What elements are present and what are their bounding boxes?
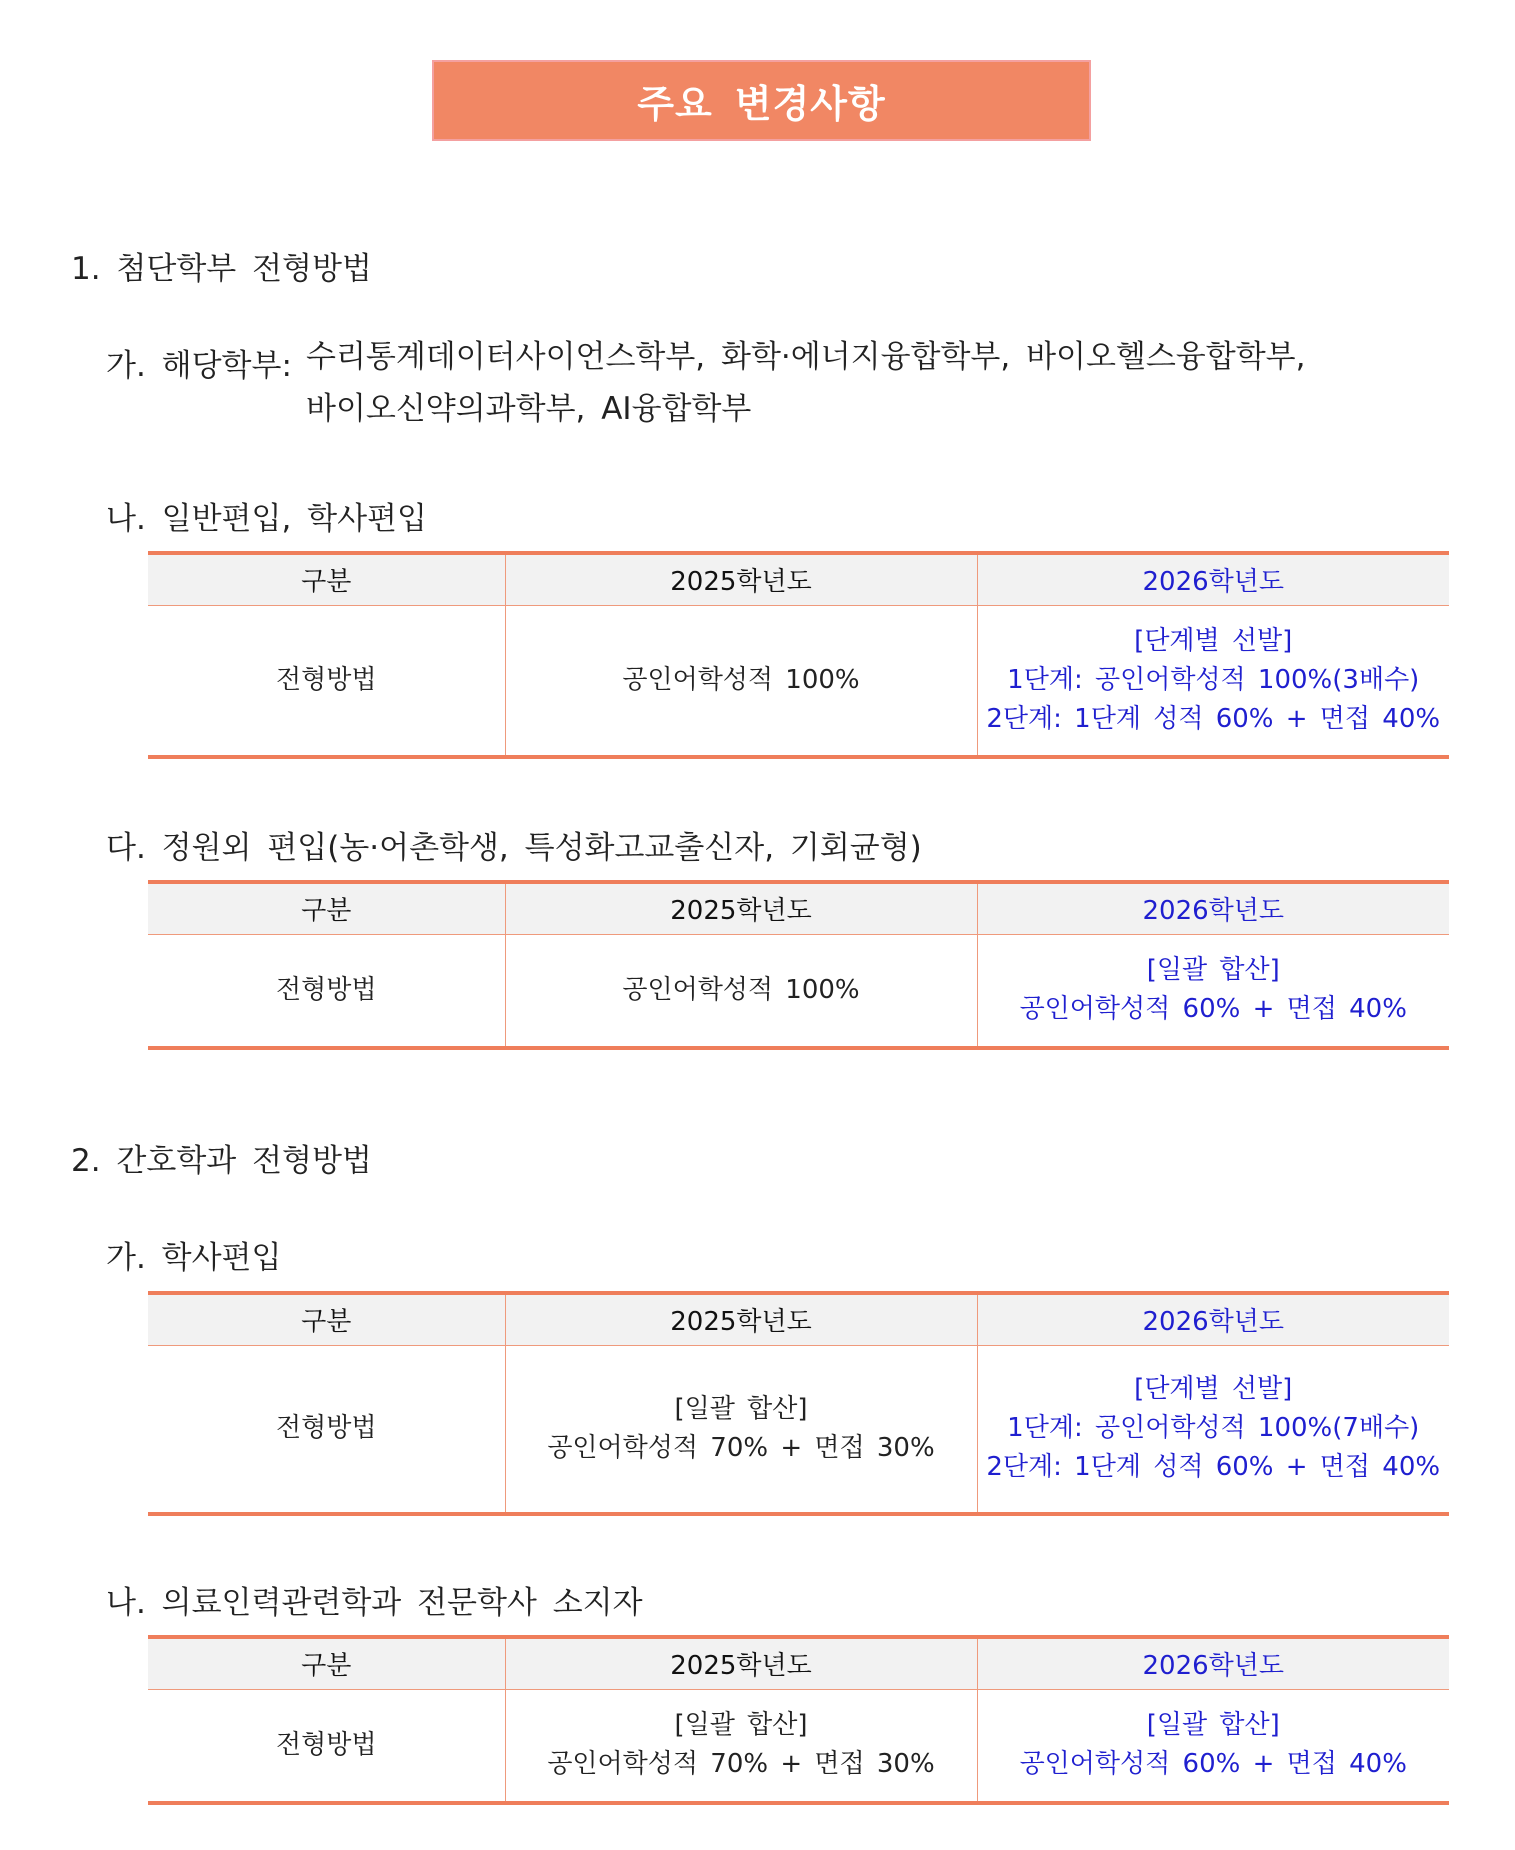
row-label: 전형방법: [148, 1689, 505, 1803]
page-title-banner: [432, 60, 1091, 141]
cell-2025-line: 공인어학성적 100%: [622, 974, 860, 1005]
cell-2025: [505, 1689, 977, 1803]
table-row: [148, 605, 1449, 757]
header-2025: 2025학년도: [505, 1637, 977, 1689]
comparison-table-1-na: [148, 551, 1449, 759]
section-1-heading: 1. 첨단학부 전형방법: [71, 251, 372, 287]
header-2026: 2026학년도: [977, 1637, 1449, 1689]
table-header-row: [148, 1293, 1449, 1345]
header-2026: 2026학년도: [977, 882, 1449, 934]
cell-2025-line: 공인어학성적 70% + 면접 30%: [547, 1749, 935, 1780]
cell-2025: [505, 605, 977, 757]
cell-2026-line: 2단계: 1단계 성적 60% + 면접 40%: [986, 1452, 1441, 1483]
table-header-row: [148, 1637, 1449, 1689]
header-category: 구분: [148, 553, 505, 605]
header-category: 구분: [148, 1637, 505, 1689]
table-row: [148, 1345, 1449, 1514]
section-2-ga-heading: 가. 학사편입: [106, 1240, 282, 1276]
section-1-ga-label: 가. 해당학부:: [106, 348, 292, 384]
row-label: 전형방법: [148, 1345, 505, 1514]
header-category: 구분: [148, 882, 505, 934]
cell-2025-line: 공인어학성적 70% + 면접 30%: [547, 1432, 935, 1463]
comparison-table-1-da: [148, 880, 1449, 1050]
section-2-na-heading: 나. 의료인력관련학과 전문학사 소지자: [106, 1585, 643, 1621]
cell-2026-line: 공인어학성적 60% + 면접 40%: [1019, 994, 1407, 1025]
cell-2026-line: [단계별 선발]: [1134, 625, 1293, 656]
cell-2026-line: [단계별 선발]: [1134, 1374, 1293, 1405]
cell-2026-line: 2단계: 1단계 성적 60% + 면접 40%: [986, 703, 1441, 734]
cell-2026-line: [일괄 합산]: [1146, 955, 1280, 986]
department-list-line-2: 바이오신약의과학부, AI융합학부: [306, 391, 752, 427]
cell-2026-line: 공인어학성적 60% + 면접 40%: [1019, 1749, 1407, 1780]
section-2-heading: 2. 간호학과 전형방법: [71, 1143, 372, 1179]
cell-2026-line: [일괄 합산]: [1146, 1710, 1280, 1741]
table-row: [148, 1689, 1449, 1803]
cell-2026: [977, 1689, 1449, 1803]
header-category: 구분: [148, 1293, 505, 1345]
table-header-row: [148, 553, 1449, 605]
cell-2026: [977, 605, 1449, 757]
header-2026: 2026학년도: [977, 1293, 1449, 1345]
cell-2025-line: [일괄 합산]: [674, 1710, 808, 1741]
section-1-na-heading: 나. 일반편입, 학사편입: [106, 501, 427, 537]
cell-2026: [977, 934, 1449, 1048]
cell-2025-line: [일괄 합산]: [674, 1393, 808, 1424]
section-1-da-heading: 다. 정원외 편입(농·어촌학생, 특성화고교출신자, 기회균형): [106, 830, 922, 866]
table-row: [148, 934, 1449, 1048]
row-label: 전형방법: [148, 934, 505, 1048]
header-2025: 2025학년도: [505, 553, 977, 605]
cell-2026-line: 1단계: 공인어학성적 100%(3배수): [1007, 664, 1420, 695]
row-label: 전형방법: [148, 605, 505, 757]
department-list: [306, 331, 1305, 435]
department-list-line-1: 수리통계데이터사이언스학부, 화학·에너지융합학부, 바이오헬스융합학부,: [306, 339, 1306, 375]
header-2025: 2025학년도: [505, 882, 977, 934]
table-header-row: [148, 882, 1449, 934]
comparison-table-2-na: [148, 1635, 1449, 1805]
header-2025: 2025학년도: [505, 1293, 977, 1345]
cell-2025-line: 공인어학성적 100%: [622, 664, 860, 695]
cell-2026-line: 1단계: 공인어학성적 100%(7배수): [1007, 1413, 1420, 1444]
cell-2025: [505, 1345, 977, 1514]
cell-2025: [505, 934, 977, 1048]
header-2026: 2026학년도: [977, 553, 1449, 605]
cell-2026: [977, 1345, 1449, 1514]
page-title: 주요 변경사항: [637, 82, 886, 126]
comparison-table-2-ga: [148, 1291, 1449, 1516]
